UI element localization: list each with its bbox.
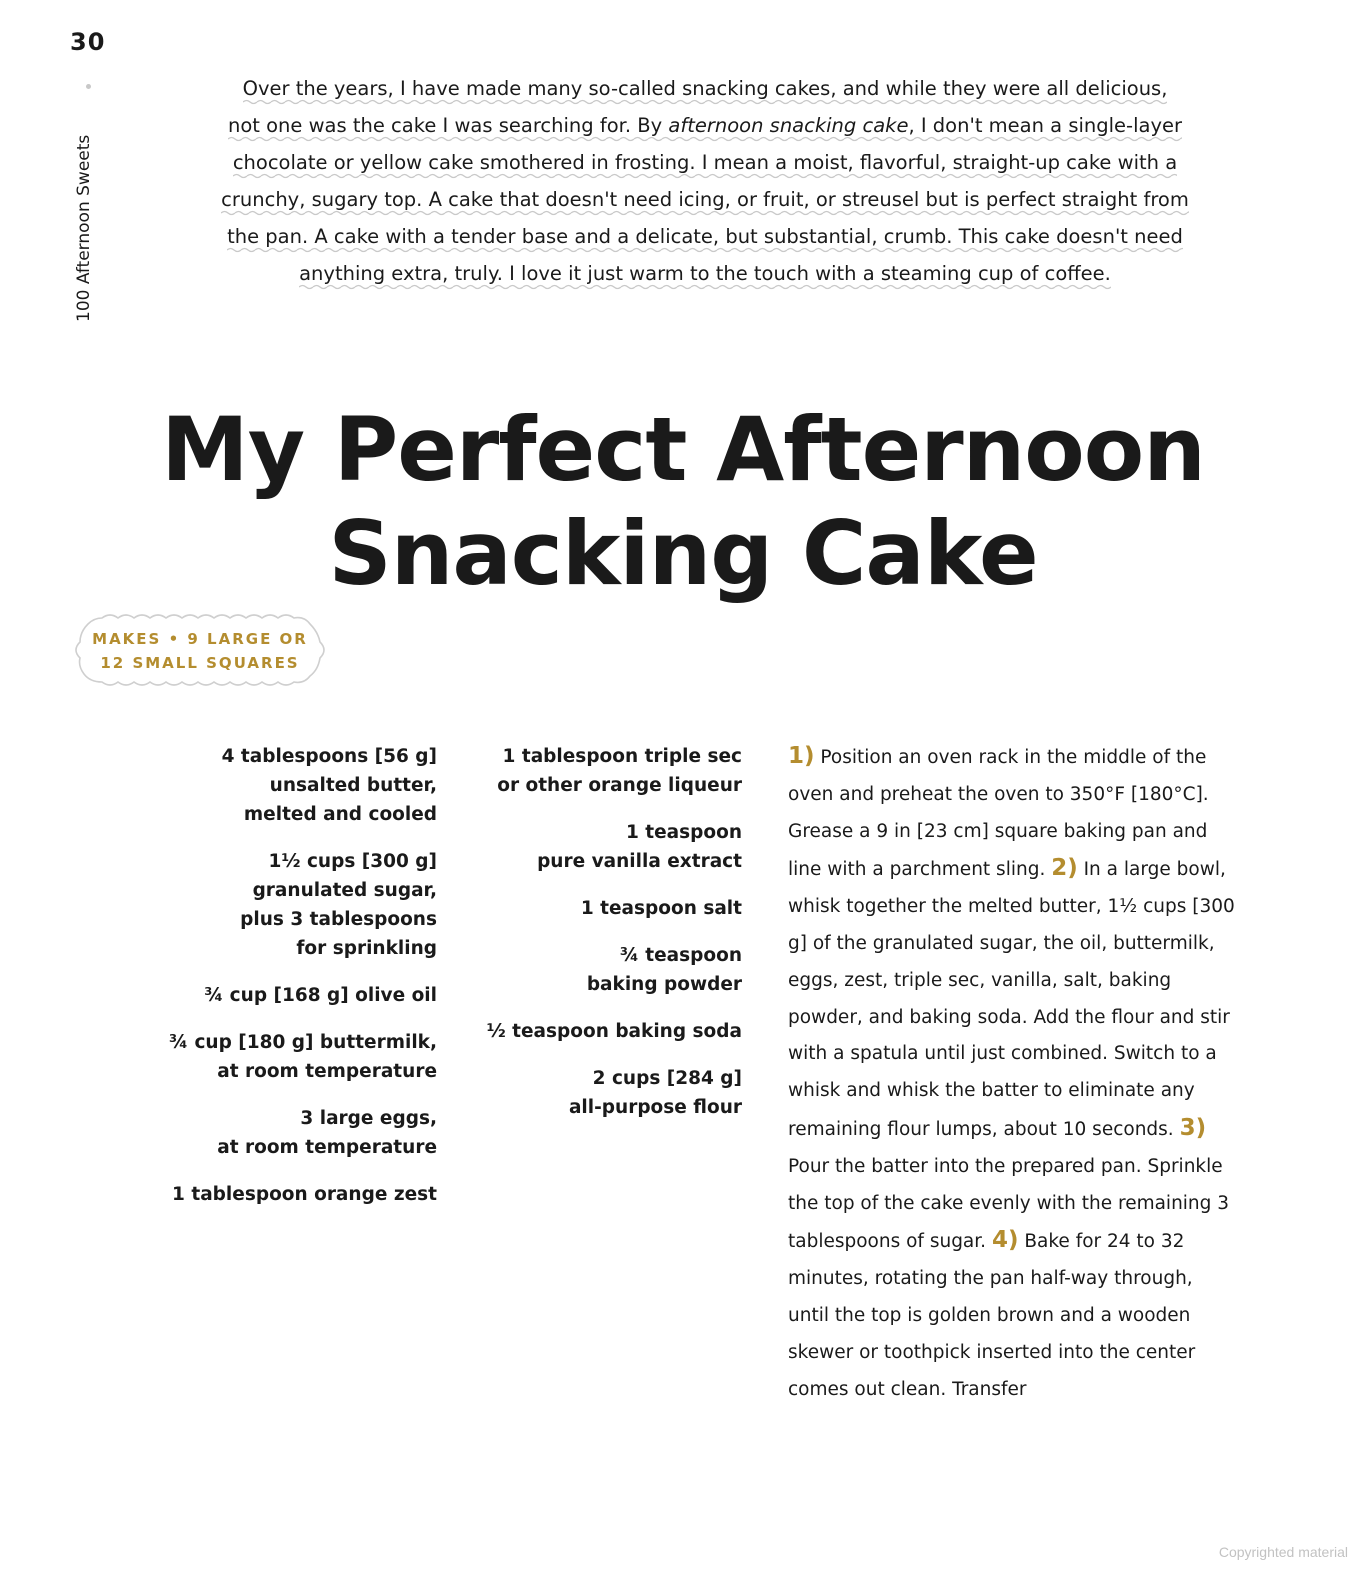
step-text: Bake for 24 to 32 minutes, rotating the pan half-way through, until the top is golden brown and a wooden skewer or toothpick inserted into the center comes out clean. Transfer [788,1231,1196,1400]
ingredient-item [470,818,742,876]
ingredient-item [470,1017,742,1046]
intro-emphasis: afternoon snacking cake [668,114,909,137]
intro-line-text [221,188,1189,216]
ingredient-line: all-purpose flour [568,1097,742,1118]
yield-badge [72,612,328,688]
ingredient-line: unsalted butter, [269,775,437,796]
ingredient-item [150,1104,437,1162]
intro-segment: Over the years, I have made many so-called snacking cakes, and while they were all delicious, [242,77,1168,100]
recipe-title-line-2: Snacking Cake [328,502,1038,605]
step-text: In a large bowl, whisk together the melted butter, 1½ cups [300 g] of the granulated sugar, the oil, buttermilk, eggs, zest, triple sec, vanilla, salt, baking powder, and baking soda. Add the flour and stir with a spatula until just combined. Switch to a whisk and whisk the batter to eliminate any remaining flour lumps, about 10 seconds. [788,859,1235,1140]
intro-line-text [243,77,1168,105]
ingredient-item [150,981,437,1010]
ingredient-line: pure vanilla extract [537,851,742,872]
intro-line [200,70,1210,107]
step-number: 3) [1179,1114,1207,1141]
copyright-notice: Copyrighted material [1218,1544,1348,1560]
intro-segment: chocolate or yellow cake smothered in frosting. I mean a moist, flavorful, straight-up cake with a [232,151,1178,174]
intro-segment: crunchy, sugary top. A cake that doesn't need icing, or fruit, or streusel but is perfect straight from [221,188,1189,211]
intro-line [200,218,1210,255]
page-number: 30 [70,28,106,56]
recipe-title [0,398,1366,606]
ingredient-line: at room temperature [217,1137,437,1158]
intro-line [200,107,1210,144]
recipe-title-line-1: My Perfect Afternoon [161,398,1205,501]
yield-line-2: 12 SMALL SQUARES [100,654,300,672]
intro-segment: anything extra, truly. I love it just warm to the touch with a steaming cup of coffee. [299,262,1111,285]
yield-text [72,627,328,675]
intro-line [200,144,1210,181]
ingredient-item [470,742,742,800]
running-head-text: 100 Afternoon Sweets [74,134,94,322]
intro-segment: the pan. A cake with a tender base and a delicate, but substantial, crumb. This cake doesn't need [227,225,1183,248]
ingredient-line: 4 tablespoons [56 g] [221,746,437,767]
step-text: Position an oven rack in the middle of the oven and preheat the oven to 350°F [180°C]. Grease a 9 in [23 cm] square baking pan and line with a parchment sling. [788,747,1209,881]
ingredient-line: 1 tablespoon orange zest [172,1184,437,1205]
intro-segment: not one was the cake I was searching for. By [227,114,669,137]
ingredient-item [150,1180,437,1209]
yield-line-1: MAKES • 9 LARGE OR [92,630,308,648]
ingredient-item [470,894,742,923]
ingredient-line: ¾ cup [180 g] buttermilk, [168,1032,437,1053]
ingredient-line: or other orange liqueur [497,775,742,796]
intro-line-text [299,262,1111,290]
intro-line-text [227,225,1183,253]
ingredient-line: 1½ cups [300 g] [268,851,437,872]
method-text [788,738,1238,1408]
ingredient-line: 1 teaspoon salt [580,898,742,919]
intro-line [200,255,1210,292]
ingredient-line: at room temperature [217,1061,437,1082]
ingredient-line: ½ teaspoon baking soda [486,1021,742,1042]
ingredient-line: granulated sugar, [252,880,437,901]
ingredient-line: 1 teaspoon [625,822,742,843]
step-text: Pour the batter into the prepared pan. Sprinkle the top of the cake evenly with the remaining 3 tablespoons of sugar. [788,1155,1230,1253]
step-number: 4) [991,1227,1019,1254]
ingredient-line: baking powder [586,974,742,995]
ingredient-line: 2 cups [284 g] [592,1068,742,1089]
ingredient-line: ¾ teaspoon [619,945,742,966]
ingredient-line: for sprinkling [296,938,437,959]
ingredient-line: ¾ cup [168 g] olive oil [204,985,437,1006]
intro-line [200,181,1210,218]
separator-dot [86,84,91,89]
ingredient-line: melted and cooled [243,804,437,825]
ingredient-line: plus 3 tablespoons [240,909,437,930]
ingredient-item [150,847,437,963]
ingredients-column-1 [150,742,437,1227]
ingredient-line: 1 tablespoon triple sec [502,746,742,767]
ingredient-item [470,941,742,999]
intro-segment: , I don't mean a single-layer [908,114,1183,137]
ingredients-column-2 [470,742,742,1140]
intro-line-text [233,151,1177,179]
ingredient-item [150,742,437,829]
ingredient-line: 3 large eggs, [300,1108,437,1129]
step-number: 1) [788,743,815,769]
intro-line-text [228,114,1182,142]
ingredient-item [150,1028,437,1086]
intro-paragraph [200,70,1210,292]
step-number: 2) [1051,855,1078,882]
ingredient-item [470,1064,742,1122]
